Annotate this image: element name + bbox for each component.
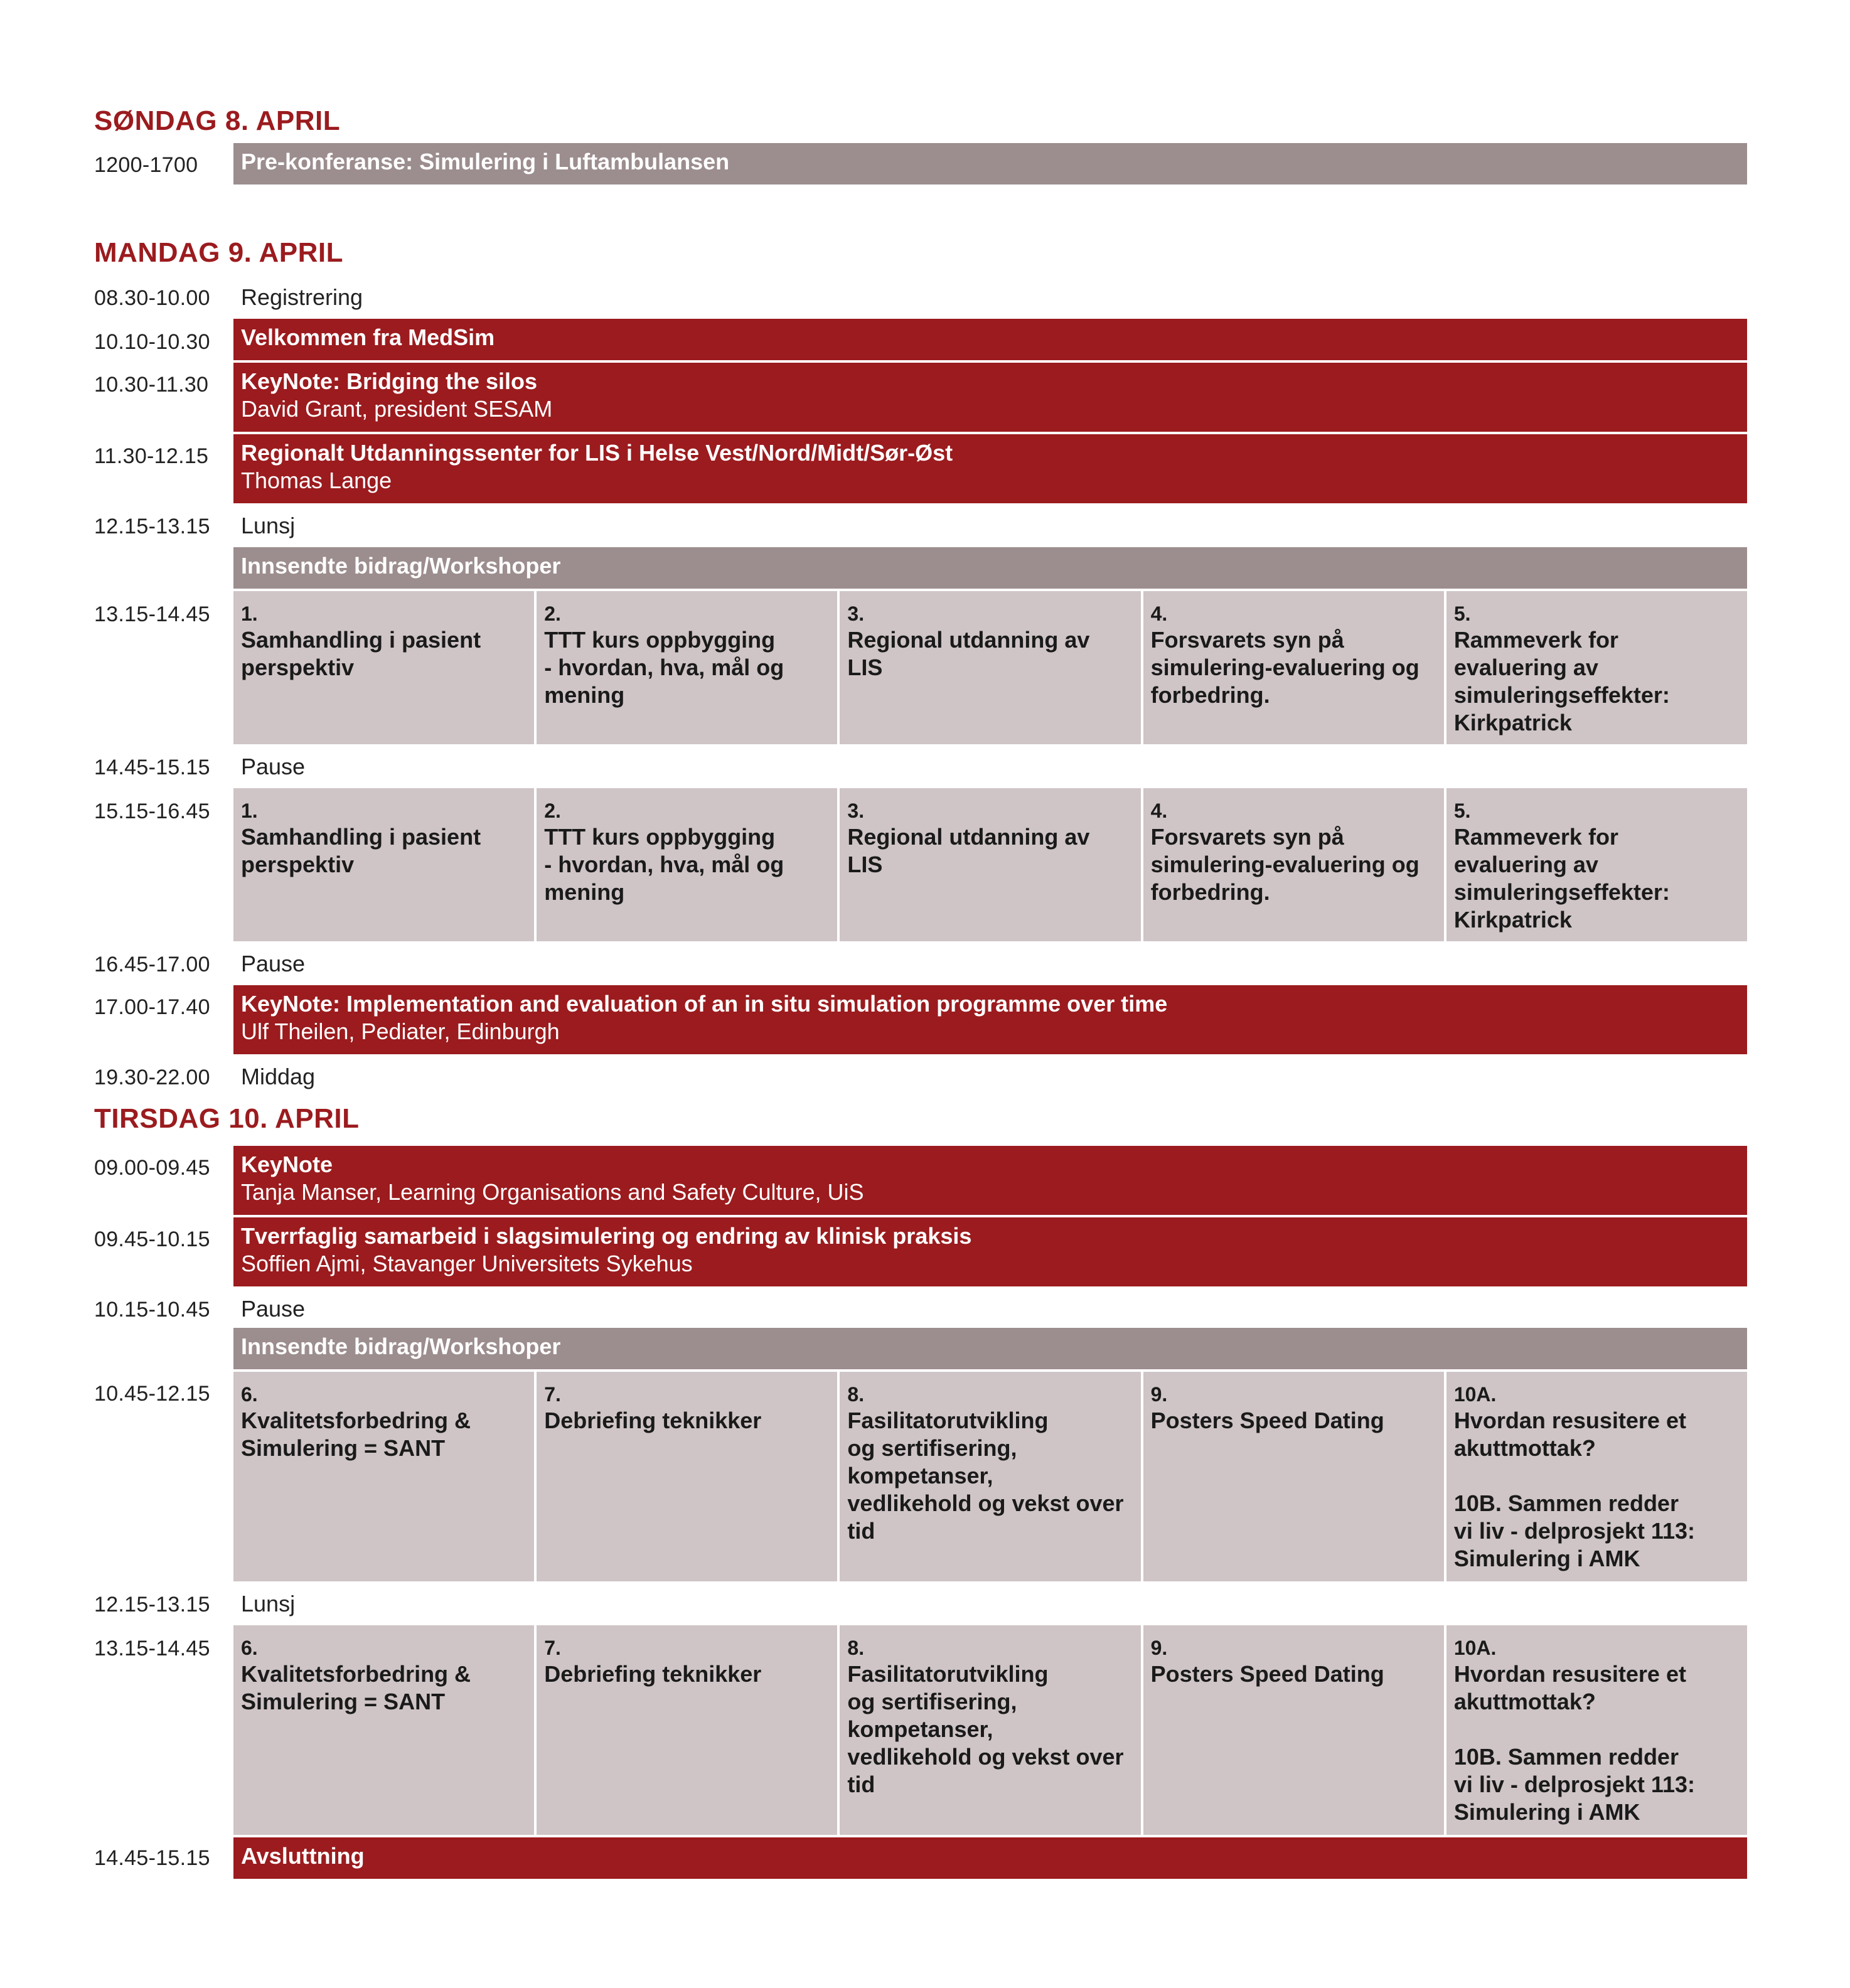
- time-workshops-tuesday-1: 10.45-12.15: [94, 1382, 210, 1406]
- workshop-title: Hvordan resusitere et akuttmottak? 10B. Sammen redder vi liv - delprosjekt 113: Simulering i AMK: [1453, 1661, 1695, 1825]
- workshop-number: 8.: [847, 1383, 865, 1406]
- time-middag: 19.30-22.00: [94, 1066, 210, 1089]
- workshop-number: 4.: [1150, 799, 1168, 822]
- time-keynote-tuesday: 09.00-09.45: [94, 1156, 210, 1180]
- time-avslutning: 14.45-15.15: [94, 1846, 210, 1870]
- workshop-cell: [233, 788, 534, 941]
- session-tverrfaglig: [233, 1217, 1747, 1286]
- session-label: Pause: [241, 754, 306, 779]
- day-title-monday: MANDAG 9. APRIL: [94, 237, 343, 268]
- workshop-cell: [1143, 591, 1444, 744]
- time-keynote2: 17.00-17.40: [94, 995, 210, 1019]
- workshop-grid-monday-1: [233, 591, 1747, 744]
- workshop-cell: [233, 591, 534, 744]
- workshop-cell: [1446, 591, 1747, 744]
- session-title: KeyNote: Implementation and evaluation of an in situ simulation programme over time: [241, 991, 1168, 1017]
- workshop-title: TTT kurs oppbygging - hvordan, hva, mål og mening: [544, 627, 784, 708]
- session-label: Registrering: [241, 284, 363, 310]
- workshop-cell: [537, 788, 837, 941]
- session-preconference: [233, 143, 1747, 184]
- session-title: KeyNote: [241, 1152, 333, 1177]
- session-pause-monday-2: [233, 946, 1747, 984]
- session-regionalt: [233, 434, 1747, 503]
- workshop-title: Rammeverk for evaluering av simuleringseffekter: Kirkpatrick: [1453, 627, 1670, 735]
- workshop-title: TTT kurs oppbygging - hvordan, hva, mål og mening: [544, 824, 784, 905]
- workshop-title: Hvordan resusitere et akuttmottak? 10B. Sammen redder vi liv - delprosjekt 113: Simulering i AMK: [1453, 1408, 1695, 1571]
- workshop-title: Posters Speed Dating: [1150, 1408, 1384, 1433]
- session-speaker: Soffien Ajmi, Stavanger Universitets Sykehus: [241, 1251, 693, 1276]
- workshop-cell: [1143, 1625, 1444, 1835]
- workshop-cell: [1446, 788, 1747, 941]
- workshops-header-monday: [233, 547, 1747, 589]
- workshop-cell: [233, 1372, 534, 1581]
- session-middag: [233, 1059, 1747, 1097]
- workshop-grid-tuesday-1: [233, 1372, 1747, 1581]
- workshop-title: Posters Speed Dating: [1150, 1661, 1384, 1687]
- session-registrering: [233, 280, 1747, 318]
- session-pause-tuesday: [233, 1291, 1747, 1329]
- time-keynote1: 10.30-11.30: [94, 373, 209, 397]
- time-workshops-monday-2: 15.15-16.45: [94, 799, 210, 823]
- workshops-header-label: Innsendte bidrag/Workshoper: [241, 553, 561, 579]
- time-workshops-tuesday-2: 13.15-14.45: [94, 1637, 210, 1660]
- workshop-title: Forsvarets syn på simulering-evaluering og forbedring.: [1150, 824, 1420, 905]
- session-label: Lunsj: [241, 513, 296, 538]
- session-title: Pre-konferanse: Simulering i Luftambulansen: [241, 149, 730, 174]
- workshop-cell: [1143, 788, 1444, 941]
- workshop-cell: [840, 1625, 1140, 1835]
- workshop-cell: [1446, 1372, 1747, 1581]
- workshop-title: Kvalitetsforbedring & Simulering = SANT: [241, 1408, 471, 1461]
- session-title: KeyNote: Bridging the silos: [241, 368, 538, 394]
- day-title-sunday: SØNDAG 8. APRIL: [94, 105, 341, 136]
- workshop-number: 10A.: [1453, 1383, 1497, 1406]
- workshop-cell: [840, 1372, 1140, 1581]
- session-label: Middag: [241, 1064, 316, 1089]
- time-velkommen: 10.10-10.30: [94, 330, 210, 354]
- workshop-cell: [537, 1372, 837, 1581]
- workshop-number: 3.: [847, 799, 865, 822]
- workshop-number: 9.: [1150, 1637, 1168, 1659]
- session-keynote2: [233, 985, 1747, 1054]
- session-keynote-tuesday: [233, 1146, 1747, 1215]
- time-lunsj-tuesday: 12.15-13.15: [94, 1593, 210, 1617]
- time-registrering: 08.30-10.00: [94, 286, 210, 310]
- session-lunsj-tuesday: [233, 1586, 1747, 1624]
- workshop-number: 5.: [1453, 799, 1471, 822]
- workshop-title: Regional utdanning av LIS: [847, 824, 1090, 877]
- session-keynote1: [233, 363, 1747, 432]
- session-label: Pause: [241, 1296, 306, 1322]
- session-speaker: Thomas Lange: [241, 468, 392, 493]
- workshop-grid-monday-2: [233, 788, 1747, 941]
- workshop-title: Rammeverk for evaluering av simuleringseffekter: Kirkpatrick: [1453, 824, 1670, 933]
- time-workshops-monday-1: 13.15-14.45: [94, 602, 210, 626]
- time-preconference: 1200-1700: [94, 153, 198, 177]
- day-title-tuesday: TIRSDAG 10. APRIL: [94, 1103, 360, 1134]
- time-tverrfaglig: 09.45-10.15: [94, 1227, 210, 1251]
- time-pause-monday-1: 14.45-15.15: [94, 756, 210, 779]
- time-lunsj: 12.15-13.15: [94, 515, 210, 538]
- workshop-number: 2.: [544, 799, 561, 822]
- workshop-title: Debriefing teknikker: [544, 1661, 762, 1687]
- time-pause-tuesday: 10.15-10.45: [94, 1298, 210, 1322]
- workshops-header-label: Innsendte bidrag/Workshoper: [241, 1333, 561, 1359]
- session-avslutning: [233, 1837, 1747, 1879]
- session-title: Tverrfaglig samarbeid i slagsimulering og endring av klinisk praksis: [241, 1223, 972, 1249]
- session-velkommen: [233, 319, 1747, 360]
- workshop-grid-tuesday-2: [233, 1625, 1747, 1835]
- workshop-title: Forsvarets syn på simulering-evaluering og forbedring.: [1150, 627, 1420, 708]
- workshop-title: Fasilitatorutvikling og sertifisering, kompetanser, vedlikehold og vekst over tid: [847, 1661, 1124, 1797]
- workshop-title: Samhandling i pasient perspektiv: [241, 824, 481, 877]
- workshop-number: 6.: [241, 1383, 258, 1406]
- workshop-number: 4.: [1150, 602, 1168, 625]
- workshop-number: 2.: [544, 602, 561, 625]
- workshop-cell: [840, 591, 1140, 744]
- session-pause-monday-1: [233, 749, 1747, 787]
- workshop-cell: [233, 1625, 534, 1835]
- session-label: Pause: [241, 951, 306, 976]
- workshop-number: 10A.: [1453, 1637, 1497, 1659]
- workshop-cell: [1446, 1625, 1747, 1835]
- session-speaker: Ulf Theilen, Pediater, Edinburgh: [241, 1018, 560, 1044]
- session-lunsj: [233, 508, 1747, 546]
- workshop-number: 5.: [1453, 602, 1471, 625]
- workshop-cell: [537, 1625, 837, 1835]
- workshop-cell: [840, 788, 1140, 941]
- workshop-title: Debriefing teknikker: [544, 1408, 762, 1433]
- workshop-number: 7.: [544, 1637, 561, 1659]
- workshop-number: 6.: [241, 1637, 258, 1659]
- workshop-title: Samhandling i pasient perspektiv: [241, 627, 481, 680]
- session-title: Regionalt Utdanningssenter for LIS i Helse Vest/Nord/Midt/Sør-Øst: [241, 440, 953, 466]
- time-pause-monday-2: 16.45-17.00: [94, 953, 210, 976]
- workshop-number: 1.: [241, 602, 258, 625]
- workshop-title: Kvalitetsforbedring & Simulering = SANT: [241, 1661, 471, 1714]
- workshop-number: 3.: [847, 602, 865, 625]
- workshop-number: 1.: [241, 799, 258, 822]
- workshop-number: 9.: [1150, 1383, 1168, 1406]
- workshop-title: Fasilitatorutvikling og sertifisering, kompetanser, vedlikehold og vekst over tid: [847, 1408, 1124, 1544]
- session-title: Avsluttning: [241, 1843, 365, 1869]
- session-speaker: David Grant, president SESAM: [241, 396, 553, 422]
- workshop-title: Regional utdanning av LIS: [847, 627, 1090, 680]
- workshop-number: 8.: [847, 1637, 865, 1659]
- workshop-cell: [537, 591, 837, 744]
- time-regionalt: 11.30-12.15: [94, 444, 209, 468]
- workshops-header-tuesday: [233, 1328, 1747, 1369]
- workshop-number: 7.: [544, 1383, 561, 1406]
- session-speaker: Tanja Manser, Learning Organisations and Safety Culture, UiS: [241, 1179, 864, 1205]
- session-label: Lunsj: [241, 1591, 296, 1617]
- workshop-cell: [1143, 1372, 1444, 1581]
- session-title: Velkommen fra MedSim: [241, 324, 495, 350]
